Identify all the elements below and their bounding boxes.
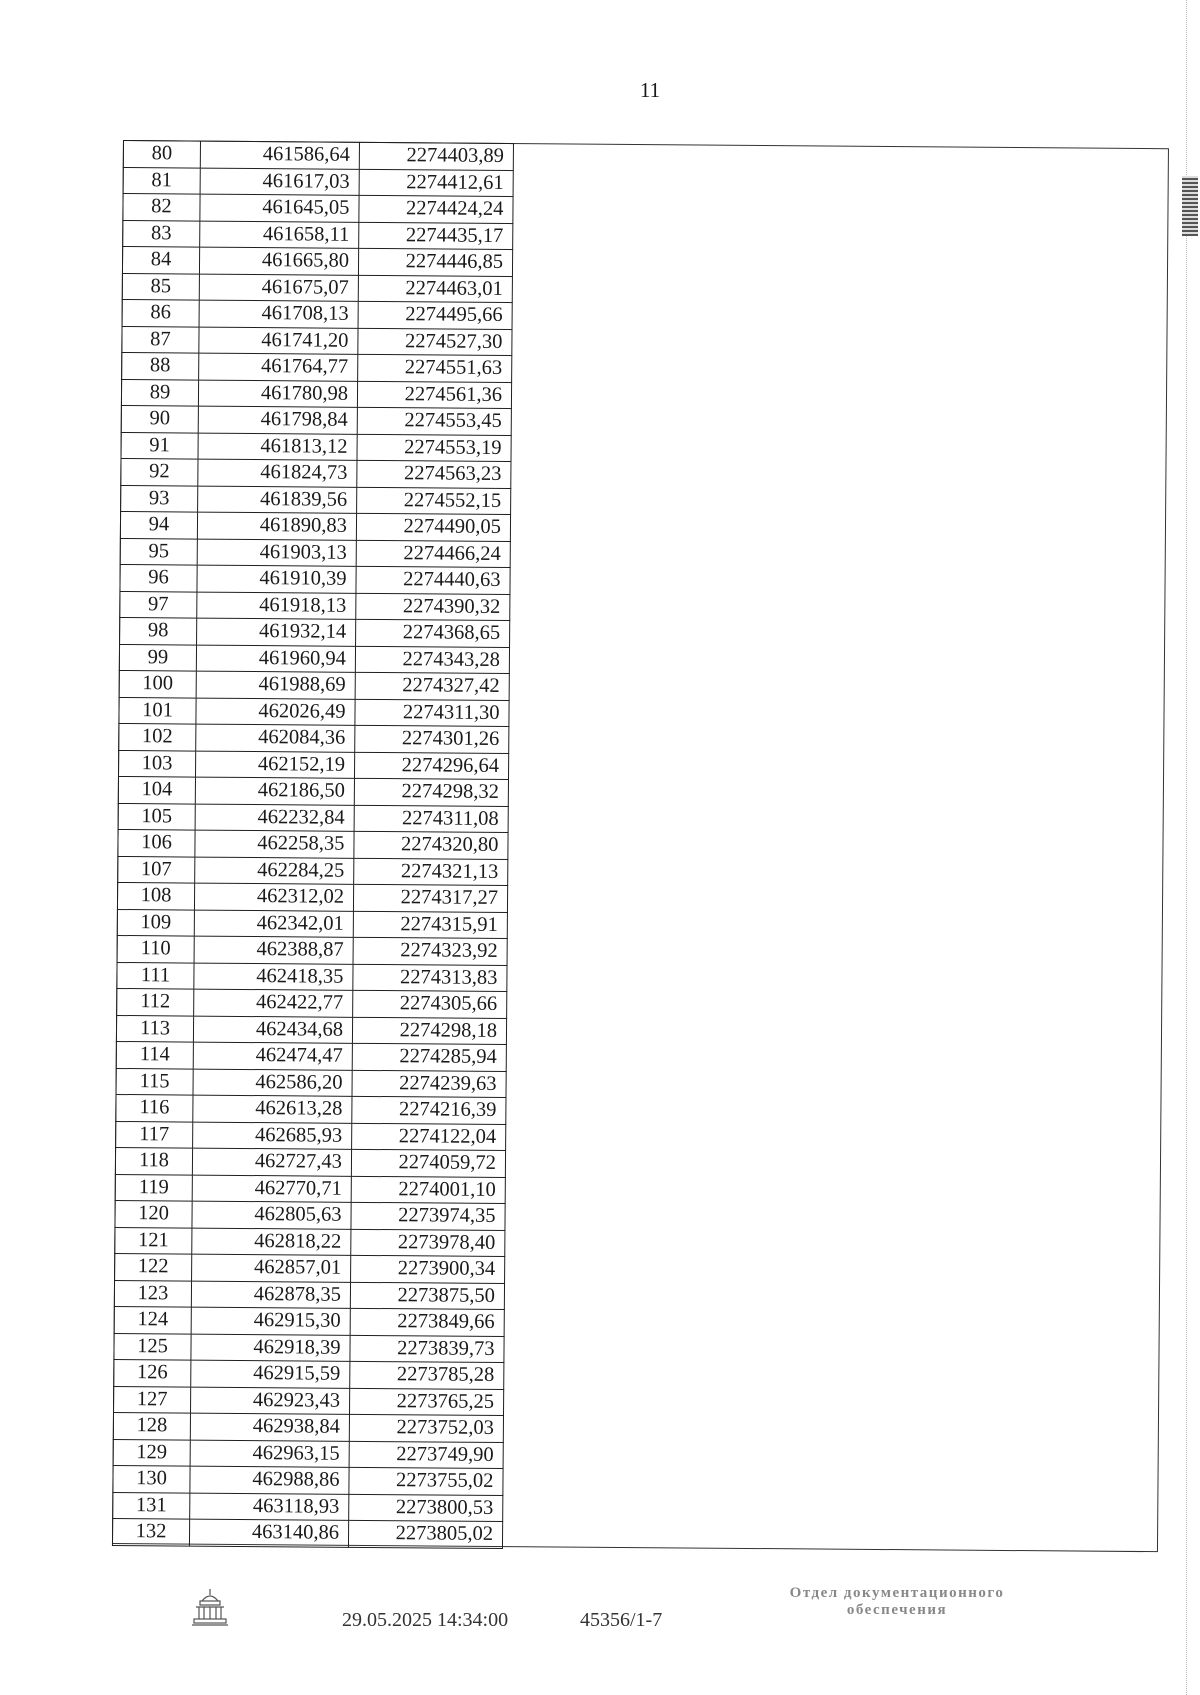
point-number-cell: 121 (115, 1227, 192, 1254)
point-number-cell: 83 (123, 220, 200, 247)
table-row (116, 1068, 506, 1098)
point-number-cell: 129 (113, 1439, 190, 1466)
x-coordinate-cell: 462284,25 (195, 857, 354, 885)
x-coordinate-cell: 461617,03 (200, 168, 359, 196)
y-coordinate-cell: 2274343,28 (355, 646, 509, 674)
point-number-cell: 85 (122, 273, 199, 300)
table-row (119, 670, 509, 700)
footer-doc-number: 45356/1-7 (580, 1609, 663, 1631)
point-number-cell: 106 (118, 829, 195, 856)
table-row (123, 220, 513, 250)
y-coordinate-cell: 2274311,30 (355, 699, 509, 727)
x-coordinate-cell: 462342,01 (194, 910, 353, 938)
page-number: 11 (639, 78, 661, 102)
x-coordinate-cell: 462186,50 (195, 777, 354, 805)
x-coordinate-cell: 461586,64 (200, 141, 359, 169)
y-coordinate-cell: 2274424,24 (359, 195, 513, 223)
y-coordinate-cell: 2274552,15 (357, 487, 511, 515)
table-row (120, 538, 510, 568)
point-number-cell: 96 (120, 564, 197, 591)
point-number-cell: 90 (121, 405, 198, 432)
table-row (113, 1465, 503, 1495)
x-coordinate-cell: 462938,84 (190, 1413, 349, 1441)
point-number-cell: 80 (123, 141, 200, 168)
point-number-cell: 82 (123, 194, 200, 221)
x-coordinate-cell: 461764,77 (199, 353, 358, 381)
y-coordinate-cell: 2274463,01 (358, 275, 512, 303)
y-coordinate-cell: 2273805,02 (348, 1520, 502, 1548)
table-row (113, 1412, 503, 1442)
table-row (119, 644, 509, 674)
x-coordinate-cell: 461839,56 (198, 486, 357, 514)
table-row (112, 1518, 502, 1548)
coordinates-table-body (112, 141, 513, 1549)
x-coordinate-cell: 461708,13 (199, 300, 358, 328)
x-coordinate-cell: 462152,19 (195, 751, 354, 779)
x-coordinate-cell: 461890,83 (197, 512, 356, 540)
table-row (120, 617, 510, 647)
point-number-cell: 114 (116, 1041, 193, 1068)
footer-datetime: 29.05.2025 14:34:00 (342, 1609, 509, 1631)
point-number-cell: 107 (118, 856, 195, 883)
y-coordinate-cell: 2274327,42 (355, 672, 509, 700)
x-coordinate-cell: 461645,05 (200, 194, 359, 222)
y-coordinate-cell: 2273900,34 (351, 1255, 505, 1283)
point-number-cell: 105 (118, 803, 195, 830)
point-number-cell: 131 (113, 1492, 190, 1519)
point-number-cell: 92 (121, 458, 198, 485)
x-coordinate-cell: 462727,43 (192, 1148, 351, 1176)
y-coordinate-cell: 2273849,66 (350, 1308, 504, 1336)
point-number-cell: 117 (116, 1121, 193, 1148)
point-number-cell: 126 (114, 1359, 191, 1386)
x-coordinate-cell: 462915,59 (191, 1360, 350, 1388)
y-coordinate-cell: 2274296,64 (354, 752, 508, 780)
x-coordinate-cell: 462026,49 (196, 698, 355, 726)
y-coordinate-cell: 2274446,85 (358, 248, 512, 276)
y-coordinate-cell: 2274435,17 (359, 222, 513, 250)
table-row (114, 1359, 504, 1389)
y-coordinate-cell: 2274315,91 (353, 911, 507, 939)
point-number-cell: 118 (115, 1147, 192, 1174)
table-row (118, 856, 508, 886)
point-number-cell: 122 (115, 1253, 192, 1280)
point-number-cell: 94 (120, 511, 197, 538)
building-emblem-icon (188, 1585, 232, 1629)
x-coordinate-cell: 462422,77 (194, 989, 353, 1017)
table-row (117, 988, 507, 1018)
y-coordinate-cell: 2274298,18 (352, 1017, 506, 1045)
point-number-cell: 119 (115, 1174, 192, 1201)
y-coordinate-cell: 2273749,90 (349, 1441, 503, 1469)
x-coordinate-cell: 462818,22 (192, 1228, 351, 1256)
point-number-cell: 124 (114, 1306, 191, 1333)
point-number-cell: 101 (119, 697, 196, 724)
x-coordinate-cell: 462915,30 (191, 1307, 350, 1335)
scan-margin-mark (1182, 176, 1198, 236)
y-coordinate-cell: 2274311,08 (354, 805, 508, 833)
point-number-cell: 120 (115, 1200, 192, 1227)
x-coordinate-cell: 461741,20 (199, 327, 358, 355)
table-row (122, 352, 512, 382)
table-row (121, 432, 511, 462)
y-coordinate-cell: 2274320,80 (354, 831, 508, 859)
point-number-cell: 110 (117, 935, 194, 962)
point-number-cell: 81 (123, 167, 200, 194)
table-row (122, 247, 512, 277)
y-coordinate-cell: 2274563,23 (357, 460, 511, 488)
table-row (119, 750, 509, 780)
y-coordinate-cell: 2274403,89 (359, 142, 513, 170)
table-row (116, 1121, 506, 1151)
table-row (114, 1280, 504, 1310)
y-coordinate-cell: 2274305,66 (353, 990, 507, 1018)
table-row (115, 1227, 505, 1257)
table-row (117, 909, 507, 939)
y-coordinate-cell: 2274412,61 (359, 169, 513, 197)
table-row (122, 273, 512, 303)
table-row (117, 882, 507, 912)
y-coordinate-cell: 2274495,66 (358, 301, 512, 329)
x-coordinate-cell: 461903,13 (197, 539, 356, 567)
x-coordinate-cell: 462312,02 (194, 883, 353, 911)
y-coordinate-cell: 2273839,73 (350, 1335, 504, 1363)
table-row (117, 962, 507, 992)
y-coordinate-cell: 2274553,19 (357, 434, 511, 462)
point-number-cell: 100 (119, 670, 196, 697)
point-number-cell: 112 (117, 988, 194, 1015)
coordinates-table (112, 140, 514, 1549)
y-coordinate-cell: 2274490,05 (356, 513, 510, 541)
y-coordinate-cell: 2273974,35 (351, 1202, 505, 1230)
x-coordinate-cell: 463118,93 (190, 1493, 349, 1521)
table-row (113, 1439, 503, 1469)
point-number-cell: 89 (121, 379, 198, 406)
point-number-cell: 115 (116, 1068, 193, 1095)
point-number-cell: 128 (113, 1412, 190, 1439)
x-coordinate-cell: 462685,93 (193, 1122, 352, 1150)
x-coordinate-cell: 461813,12 (198, 433, 357, 461)
y-coordinate-cell: 2274001,10 (351, 1176, 505, 1204)
x-coordinate-cell: 462878,35 (191, 1281, 350, 1309)
x-coordinate-cell: 462474,47 (193, 1042, 352, 1070)
table-row (118, 776, 508, 806)
point-number-cell: 127 (114, 1386, 191, 1413)
x-coordinate-cell: 461665,80 (199, 247, 358, 275)
point-number-cell: 99 (119, 644, 196, 671)
point-number-cell: 84 (122, 247, 199, 274)
x-coordinate-cell: 461824,73 (198, 459, 357, 487)
table-row (120, 564, 510, 594)
point-number-cell: 91 (121, 432, 198, 459)
x-coordinate-cell: 462988,86 (190, 1466, 349, 1494)
x-coordinate-cell: 462770,71 (192, 1175, 351, 1203)
x-coordinate-cell: 462388,87 (194, 936, 353, 964)
y-coordinate-cell: 2273875,50 (350, 1282, 504, 1310)
y-coordinate-cell: 2274298,32 (354, 778, 508, 806)
point-number-cell: 125 (114, 1333, 191, 1360)
y-coordinate-cell: 2274368,65 (356, 619, 510, 647)
table-row (115, 1200, 505, 1230)
y-coordinate-cell: 2274216,39 (352, 1096, 506, 1124)
table-row (113, 1492, 503, 1522)
point-number-cell: 97 (120, 591, 197, 618)
x-coordinate-cell: 462418,35 (194, 963, 353, 991)
table-row (115, 1253, 505, 1283)
table-row (115, 1174, 505, 1204)
table-row (119, 723, 509, 753)
table-row (123, 167, 513, 197)
y-coordinate-cell: 2273752,03 (349, 1414, 503, 1442)
table-row (122, 326, 512, 356)
y-coordinate-cell: 2274301,26 (355, 725, 509, 753)
y-coordinate-cell: 2273765,25 (349, 1388, 503, 1416)
table-row (114, 1386, 504, 1416)
y-coordinate-cell: 2273800,53 (349, 1494, 503, 1522)
point-number-cell: 87 (122, 326, 199, 353)
y-coordinate-cell: 2273755,02 (349, 1467, 503, 1495)
x-coordinate-cell: 461780,98 (198, 380, 357, 408)
point-number-cell: 108 (117, 882, 194, 909)
x-coordinate-cell: 462613,28 (193, 1095, 352, 1123)
table-row (116, 1015, 506, 1045)
point-number-cell: 109 (117, 909, 194, 936)
coordinates-frame (112, 140, 1169, 1552)
table-row (118, 829, 508, 859)
table-row (116, 1094, 506, 1124)
x-coordinate-cell: 461932,14 (197, 618, 356, 646)
table-row (120, 511, 510, 541)
x-coordinate-cell: 462923,43 (191, 1387, 350, 1415)
x-coordinate-cell: 461960,94 (196, 645, 355, 673)
table-row (115, 1147, 505, 1177)
point-number-cell: 86 (122, 299, 199, 326)
y-coordinate-cell: 2274122,04 (352, 1123, 506, 1151)
table-row (114, 1333, 504, 1363)
y-coordinate-cell: 2274390,32 (356, 593, 510, 621)
point-number-cell: 132 (112, 1518, 189, 1545)
table-row (121, 485, 511, 515)
y-coordinate-cell: 2274561,36 (357, 381, 511, 409)
stamp-line-1: Отдел документационного (789, 1585, 1005, 1601)
x-coordinate-cell: 463140,86 (189, 1519, 348, 1547)
y-coordinate-cell: 2274553,45 (357, 407, 511, 435)
point-number-cell: 93 (121, 485, 198, 512)
table-row (122, 299, 512, 329)
x-coordinate-cell: 461675,07 (199, 274, 358, 302)
department-stamp (752, 1585, 1042, 1619)
y-coordinate-cell: 2274527,30 (358, 328, 512, 356)
point-number-cell: 123 (114, 1280, 191, 1307)
x-coordinate-cell: 461798,84 (198, 406, 357, 434)
x-coordinate-cell: 462434,68 (193, 1016, 352, 1044)
y-coordinate-cell: 2274440,63 (356, 566, 510, 594)
point-number-cell: 88 (122, 352, 199, 379)
x-coordinate-cell: 461910,39 (197, 565, 356, 593)
x-coordinate-cell: 462918,39 (191, 1334, 350, 1362)
y-coordinate-cell: 2274317,27 (353, 884, 507, 912)
table-row (120, 591, 510, 621)
scan-margin-line (1186, 0, 1193, 1695)
x-coordinate-cell: 461658,11 (200, 221, 359, 249)
point-number-cell: 116 (116, 1094, 193, 1121)
stamp-line-2: обеспечения (846, 1602, 948, 1618)
point-number-cell: 98 (120, 617, 197, 644)
table-row (123, 141, 513, 171)
point-number-cell: 95 (120, 538, 197, 565)
point-number-cell: 102 (119, 723, 196, 750)
table-row (117, 935, 507, 965)
point-number-cell: 111 (117, 962, 194, 989)
y-coordinate-cell: 2274323,92 (353, 937, 507, 965)
x-coordinate-cell: 462857,01 (192, 1254, 351, 1282)
table-row (119, 697, 509, 727)
x-coordinate-cell: 462586,20 (193, 1069, 352, 1097)
point-number-cell: 103 (119, 750, 196, 777)
table-row (121, 458, 511, 488)
table-row (116, 1041, 506, 1071)
point-number-cell: 104 (118, 776, 195, 803)
y-coordinate-cell: 2274321,13 (354, 858, 508, 886)
x-coordinate-cell: 462084,36 (196, 724, 355, 752)
x-coordinate-cell: 461988,69 (196, 671, 355, 699)
x-coordinate-cell: 462232,84 (195, 804, 354, 832)
x-coordinate-cell: 462258,35 (195, 830, 354, 858)
table-row (114, 1306, 504, 1336)
y-coordinate-cell: 2274313,83 (353, 964, 507, 992)
x-coordinate-cell: 462963,15 (190, 1440, 349, 1468)
point-number-cell: 130 (113, 1465, 190, 1492)
y-coordinate-cell: 2273978,40 (351, 1229, 505, 1257)
table-row (121, 379, 511, 409)
x-coordinate-cell: 462805,63 (192, 1201, 351, 1229)
y-coordinate-cell: 2274466,24 (356, 540, 510, 568)
y-coordinate-cell: 2274239,63 (352, 1070, 506, 1098)
table-row (118, 803, 508, 833)
y-coordinate-cell: 2274551,63 (358, 354, 512, 382)
table-row (121, 405, 511, 435)
table-row (123, 194, 513, 224)
x-coordinate-cell: 461918,13 (197, 592, 356, 620)
y-coordinate-cell: 2274285,94 (352, 1043, 506, 1071)
y-coordinate-cell: 2274059,72 (351, 1149, 505, 1177)
y-coordinate-cell: 2273785,28 (350, 1361, 504, 1389)
point-number-cell: 113 (116, 1015, 193, 1042)
